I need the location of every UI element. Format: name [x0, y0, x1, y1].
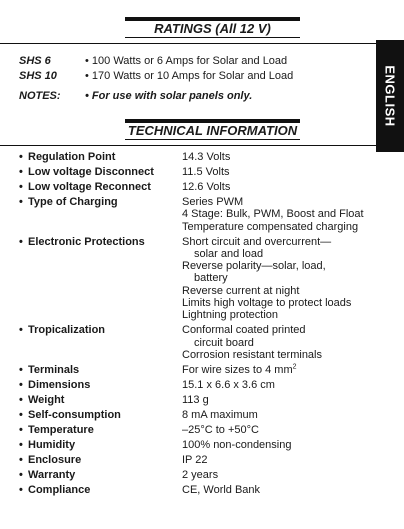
spec-label-text: Low voltage Reconnect: [28, 181, 151, 193]
notes-text: • For use with solar panels only.: [85, 90, 253, 102]
spec-value: [182, 409, 377, 421]
spec-label-text: Terminals: [28, 364, 80, 376]
bullet: •: [19, 439, 23, 451]
spec-label: [19, 469, 179, 481]
spec-value-line: 14.3 Volts: [182, 151, 231, 163]
superscript: 2: [292, 363, 297, 371]
spec-value-line: For wire sizes to 4 mm: [182, 364, 293, 376]
spec-value-line: solar and load: [194, 247, 264, 260]
bullet: •: [19, 235, 23, 248]
spec-value-line: 12.6 Volts: [182, 181, 231, 193]
spec-value: [182, 166, 377, 178]
bullet: •: [19, 151, 23, 163]
spec-label-text: Humidity: [28, 439, 76, 451]
technical-heading: TECHNICAL INFORMATION: [125, 119, 300, 140]
rating-text: • 100 Watts or 6 Amps for Solar and Load: [85, 55, 288, 67]
spec-label: [19, 409, 179, 421]
spec-value-line: 15.1 x 6.6 x 3.6 cm: [182, 379, 275, 391]
spec-label: [19, 166, 179, 178]
spec-value-line: Reverse current at night: [182, 284, 300, 297]
spec-value-line: 11.5 Volts: [182, 166, 230, 178]
bullet: •: [19, 196, 23, 208]
spec-value: [182, 364, 377, 376]
spec-label-text: Weight: [28, 394, 65, 406]
language-tab-label: ENGLISH: [382, 65, 398, 127]
technical-divider: [0, 145, 404, 146]
spec-label: [19, 196, 179, 208]
spec-value-line: CE, World Bank: [182, 484, 261, 496]
spec-label: [19, 364, 179, 376]
spec-value: [182, 196, 377, 233]
notes-label: NOTES:: [19, 90, 61, 102]
ratings-heading: RATINGS (All 12 V): [125, 17, 300, 38]
spec-label-text: Tropicalization: [28, 324, 106, 337]
spec-label-text: Electronic Protections: [28, 235, 145, 248]
spec-label: [19, 454, 179, 466]
spec-value: [182, 379, 377, 391]
bullet: •: [19, 409, 23, 421]
rating-model: SHS 10: [19, 70, 57, 82]
rating-text: • 170 Watts or 10 Amps for Solar and Load: [85, 70, 294, 82]
spec-value: [182, 181, 377, 193]
bullet: •: [19, 454, 23, 466]
spec-value: [182, 424, 377, 436]
spec-value: [182, 236, 377, 322]
spec-value-line: circuit board: [194, 336, 254, 349]
spec-value-line: 113 g: [182, 394, 209, 406]
spec-value: [182, 454, 377, 466]
spec-label: [19, 439, 179, 451]
spec-label-text: Enclosure: [28, 454, 82, 466]
spec-label: [19, 236, 179, 248]
spec-value: [182, 469, 377, 481]
spec-value-line: Conformal coated printed: [182, 324, 306, 337]
spec-value-line: IP 22: [182, 454, 208, 466]
spec-value: [182, 394, 377, 406]
spec-label-text: Type of Charging: [28, 196, 118, 208]
spec-label-text: Compliance: [28, 484, 91, 496]
ratings-divider: [0, 43, 404, 44]
spec-label: [19, 394, 179, 406]
bullet: •: [19, 424, 23, 436]
spec-value-line: Corrosion resistant terminals: [182, 348, 322, 361]
spec-value-line: Short circuit and overcurrent—: [182, 235, 332, 248]
spec-value-line: Reverse polarity—solar, load,: [182, 260, 326, 273]
spec-value-line: 8 mA maximum: [182, 409, 258, 421]
spec-value: [182, 484, 377, 496]
bullet: •: [19, 469, 23, 481]
spec-value: [182, 324, 377, 361]
spec-label: [19, 484, 179, 496]
spec-label-text: Low voltage Disconnect: [28, 166, 154, 178]
spec-label-text: Regulation Point: [28, 151, 116, 163]
spec-value-line: 4 Stage: Bulk, PWM, Boost and Float: [182, 208, 364, 221]
spec-value-line: Series PWM: [182, 196, 244, 208]
spec-value-line: 2 years: [182, 469, 219, 481]
spec-label-text: Temperature: [28, 424, 94, 436]
spec-label-text: Warranty: [28, 469, 76, 481]
spec-value-line: Limits high voltage to protect loads: [182, 297, 352, 310]
spec-label: [19, 424, 179, 436]
bullet: •: [19, 166, 23, 178]
language-tab: [376, 40, 404, 152]
rating-model: SHS 6: [19, 55, 51, 67]
spec-value-line: Temperature compensated charging: [182, 220, 359, 233]
spec-value: [182, 151, 377, 163]
spec-value-line: –25°C to +50°C: [182, 424, 259, 436]
spec-label-text: Dimensions: [28, 379, 91, 391]
spec-value-line: Lightning protection: [182, 309, 279, 322]
spec-value-line: 100% non-condensing: [182, 439, 292, 451]
bullet: •: [19, 484, 23, 496]
spec-label: [19, 324, 179, 336]
bullet: •: [19, 394, 23, 406]
spec-value-line: battery: [194, 272, 228, 285]
bullet: •: [19, 324, 23, 337]
spec-label: [19, 181, 179, 193]
spec-label-text: Self-consumption: [28, 409, 121, 421]
bullet: •: [19, 181, 23, 193]
spec-label: [19, 379, 179, 391]
spec-label: [19, 151, 179, 163]
bullet: •: [19, 364, 23, 376]
bullet: •: [19, 379, 23, 391]
spec-value: [182, 439, 377, 451]
